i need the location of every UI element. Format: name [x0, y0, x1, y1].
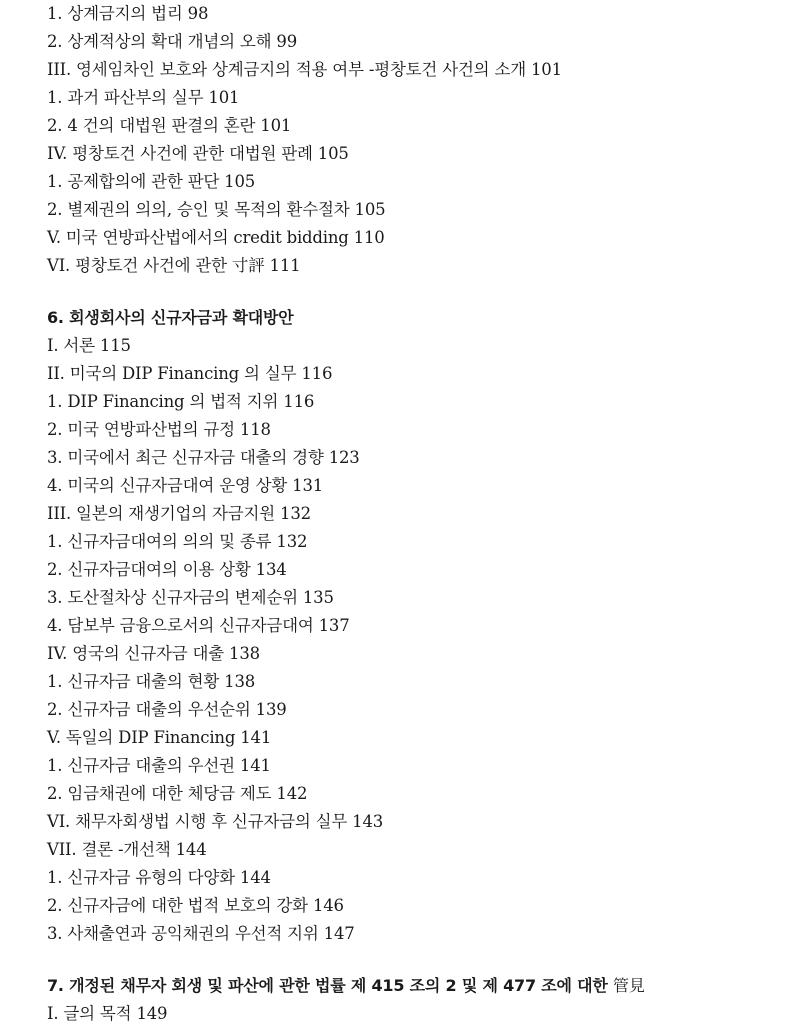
toc-entry: 1. 신규자금 대출의 우선권 141 — [47, 756, 271, 775]
toc-entry: I. 서론 115 — [47, 336, 131, 355]
toc-entry: 2. 상계적상의 확대 개념의 오해 99 — [47, 32, 298, 51]
toc-entry: 2. 임금채권에 대한 체당금 제도 142 — [47, 784, 308, 803]
toc-entry: 1. 상계금지의 법리 98 — [47, 4, 209, 23]
toc-entry: 1. 신규자금 대출의 현황 138 — [47, 672, 256, 691]
toc-entry: II. 미국의 DIP Financing 의 실무 116 — [47, 364, 333, 383]
toc-section-continued — [47, 0, 787, 280]
toc-entry: III. 일본의 재생기업의 자금지원 132 — [47, 504, 311, 523]
toc-entry: 2. 별제권의 의의, 승인 및 목적의 환수절차 105 — [47, 200, 386, 219]
toc-entry: 3. 미국에서 최근 신규자금 대출의 경향 123 — [47, 448, 360, 467]
toc-entry: 4. 미국의 신규자금대여 운영 상황 131 — [47, 476, 324, 495]
toc-entry: IV. 영국의 신규자금 대출 138 — [47, 644, 260, 663]
toc-entry: IV. 평창토건 사건에 관한 대법원 판례 105 — [47, 144, 349, 163]
toc-entry: 1. 공제합의에 관한 판단 105 — [47, 172, 256, 191]
chapter-heading — [47, 972, 787, 1000]
toc-entry: 2. 4 건의 대법원 판결의 혼란 101 — [47, 116, 292, 135]
toc-entry: VI. 평창토건 사건에 관한 寸評 111 — [47, 256, 301, 275]
section-spacer — [47, 948, 787, 972]
toc-entry: 2. 신규자금대여의 이용 상황 134 — [47, 560, 287, 579]
chapter-heading: 6. 회생회사의 신규자금과 확대방안 — [47, 308, 294, 327]
toc-entry: VI. 채무자회생법 시행 후 신규자금의 실무 143 — [47, 812, 384, 831]
toc-entry: III. 영세임차인 보호와 상계금지의 적용 여부 -평창토건 사건의 소개 101 — [47, 60, 562, 79]
toc-entry: 4. 담보부 금융으로서의 신규자금대여 137 — [47, 616, 350, 635]
toc-entry: V. 미국 연방파산법에서의 credit bidding 110 — [47, 228, 385, 247]
toc-entry: 2. 신규자금 대출의 우선순위 139 — [47, 700, 287, 719]
toc-entry: 1. 과거 파산부의 실무 101 — [47, 88, 240, 107]
toc-entry: I. 글의 목적 149 — [47, 1004, 168, 1023]
toc-entry: 1. 신규자금대여의 의의 및 종류 132 — [47, 532, 308, 551]
toc-entry: 1. 신규자금 유형의 다양화 144 — [47, 868, 271, 887]
table-of-contents — [47, 0, 787, 1028]
toc-entry: 2. 미국 연방파산법의 규정 118 — [47, 420, 271, 439]
toc-entry: 1. DIP Financing 의 법적 지위 116 — [47, 392, 315, 411]
toc-entry: V. 독일의 DIP Financing 141 — [47, 728, 272, 747]
toc-entry: 2. 신규자금에 대한 법적 보호의 강화 146 — [47, 896, 344, 915]
toc-chapter-6 — [47, 304, 787, 948]
toc-entry: 3. 사채출연과 공익채권의 우선적 지위 147 — [47, 924, 355, 943]
chapter-heading-text: 7. 개정된 채무자 회생 및 파산에 관한 법률 제 415 조의 2 및 제 477 조에 대한 — [47, 976, 608, 995]
chapter-heading-suffix: 管見 — [613, 976, 645, 995]
section-spacer — [47, 280, 787, 304]
toc-entry: 3. 도산절차상 신규자금의 변제순위 135 — [47, 588, 334, 607]
toc-entry: VII. 결론 -개선책 144 — [47, 840, 207, 859]
toc-chapter-7 — [47, 972, 787, 1028]
